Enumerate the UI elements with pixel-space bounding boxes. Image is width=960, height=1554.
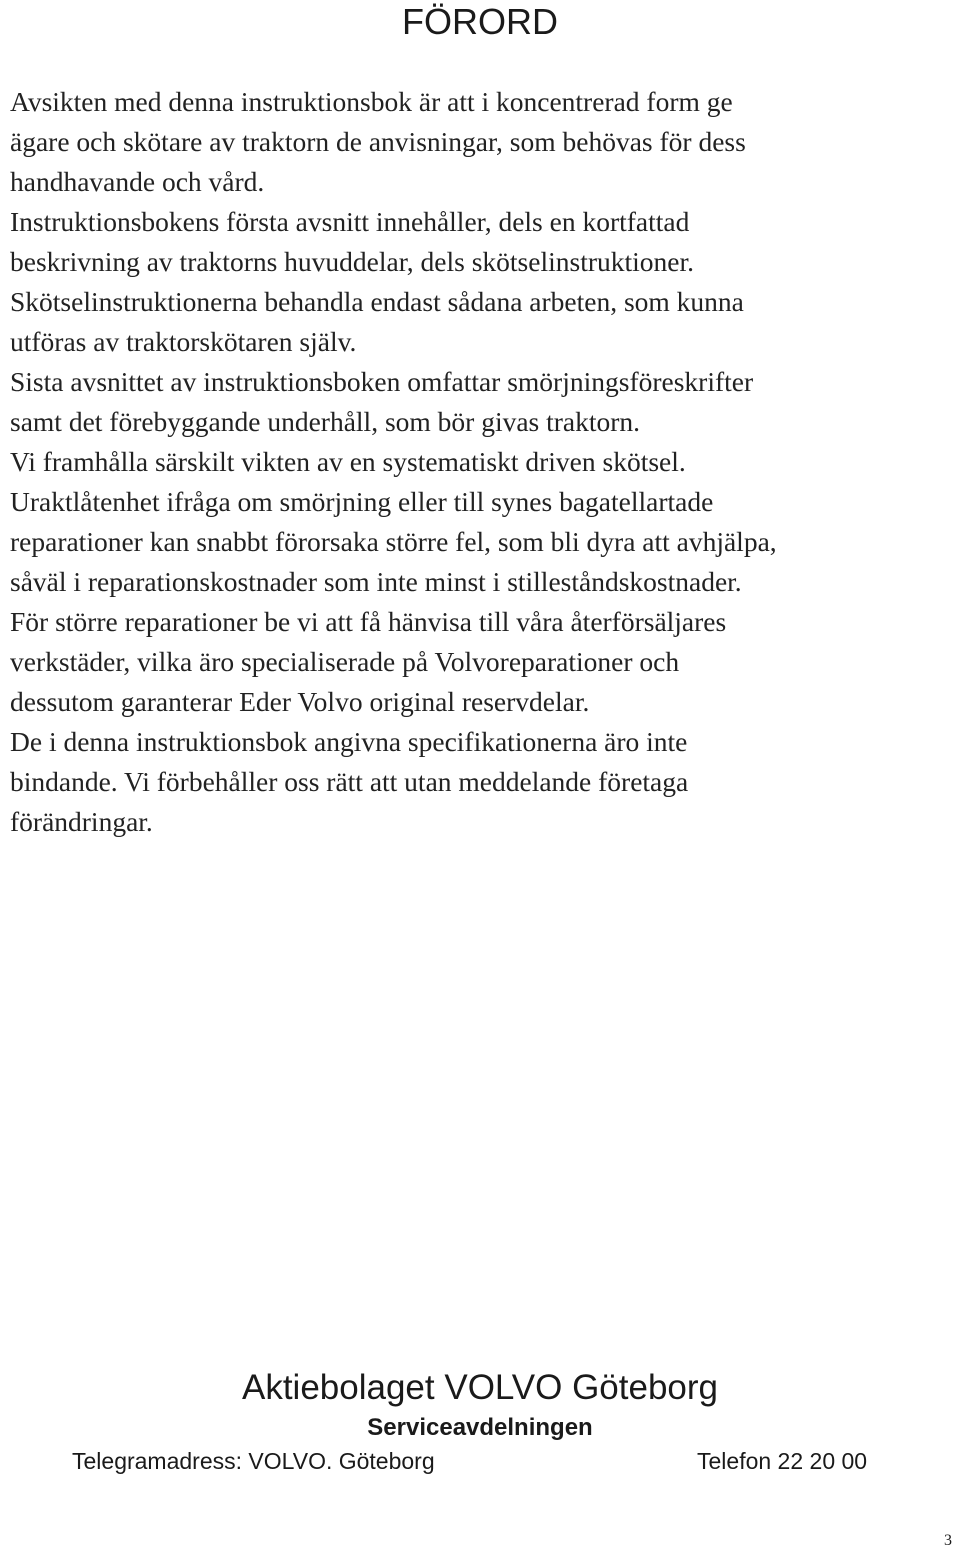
text-line: Vi framhålla särskilt vikten av en systematiskt driven skötsel.: [10, 446, 686, 477]
text-line: Avsikten med denna instruktionsbok är att i koncentrerad form ge: [10, 86, 733, 117]
page-title: FÖRORD: [402, 1, 558, 42]
footer-company-name: Aktiebolaget VOLVO Göteborg: [241, 1368, 719, 1407]
paragraph-purpose: [3, 82, 955, 202]
text-line: reparationer kan snabbt förorsaka större fel, som bli dyra att avhjälpa,: [10, 526, 777, 557]
text-line: dessutom garanterar Eder Volvo original reservdelar.: [10, 686, 590, 717]
page-number: 3: [944, 1532, 952, 1549]
text-line: Instruktionsbokens första avsnitt innehåller, dels en kortfattad: [10, 206, 690, 237]
text-line: ägare och skötare av traktorn de anvisningar, som behövas för dess: [10, 126, 746, 157]
footer-phone-number: Telefon 22 20 00: [697, 1448, 868, 1474]
text-line: beskrivning av traktorns huvuddelar, dels skötselinstruktioner.: [10, 246, 694, 277]
text-line: För större reparationer be vi att få hänvisa till våra återförsäljares: [10, 606, 727, 637]
text-line: De i denna instruktionsbok angivna specifikationerna äro inte: [10, 726, 688, 757]
text-line: Sista avsnittet av instruktionsboken omfattar smörjningsföreskrifter: [10, 366, 754, 397]
text-line: bindande. Vi förbehåller oss rätt att utan meddelande företaga: [10, 766, 689, 797]
footer-department: Serviceavdelningen: [367, 1414, 593, 1441]
text-line: handhavande och vård.: [10, 166, 265, 197]
text-line: utföras av traktorskötaren själv.: [10, 326, 357, 357]
paragraph-last-section: [3, 362, 955, 442]
text-line: Uraktlåtenhet ifråga om smörjning eller till synes bagatellartade: [10, 486, 714, 517]
paragraph-maintenance: [3, 442, 955, 602]
text-line: förändringar.: [10, 806, 153, 837]
text-line: såväl i reparationskostnader som inte minst i stilleståndskostnader.: [10, 566, 742, 597]
text-line: samt det förebyggande underhåll, som bör givas traktorn.: [10, 406, 641, 437]
paragraph-first-section: [3, 202, 955, 362]
text-line: Skötselinstruktionerna behandla endast sådana arbeten, som kunna: [10, 286, 744, 317]
footer-telegram-address: Telegramadress: VOLVO. Göteborg: [72, 1448, 435, 1474]
paragraph-disclaimer: [3, 722, 955, 842]
text-line: verkstäder, vilka äro specialiserade på Volvoreparationer och: [10, 646, 680, 677]
foreword-body: [3, 82, 955, 842]
paragraph-repairs: [3, 602, 955, 722]
